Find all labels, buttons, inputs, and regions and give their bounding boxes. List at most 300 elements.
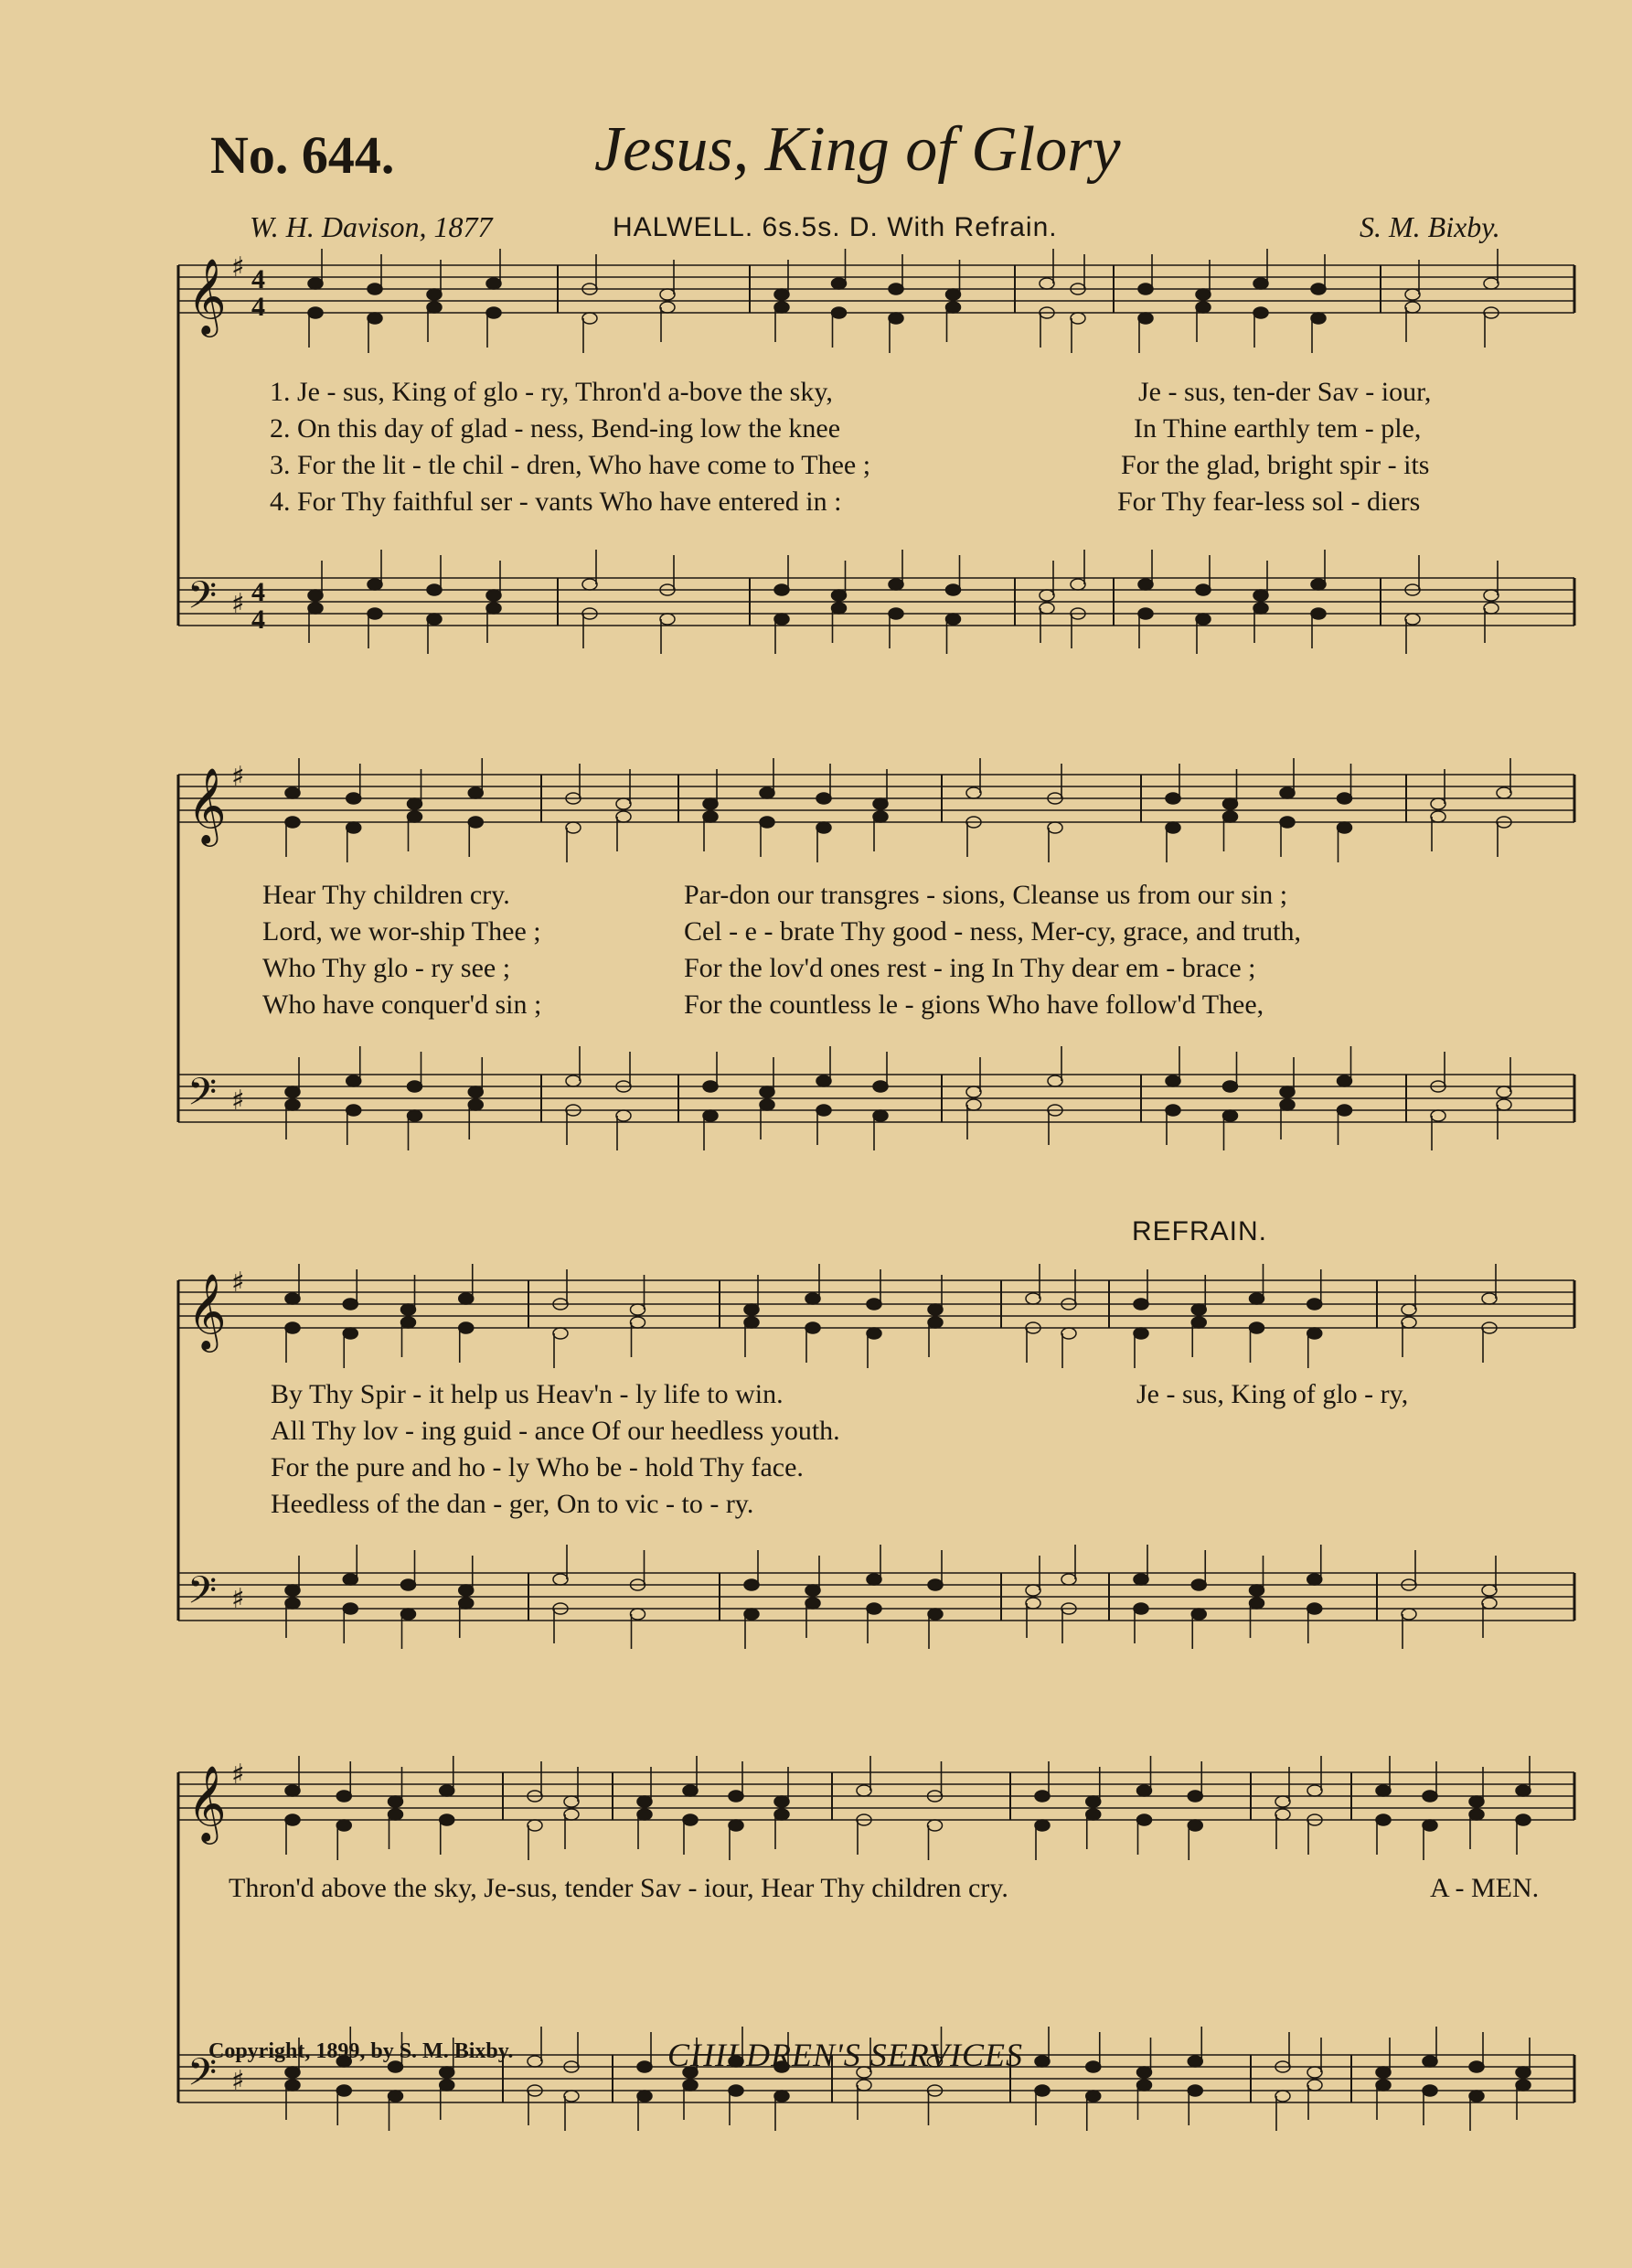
time-signature-top: 4 [251,264,265,294]
note-head [468,1099,483,1110]
note-head [760,787,774,798]
note-head [285,1322,300,1333]
lyric-line: Cel - e - brate Thy good - ness, Mer-cy, grace, and truth, [684,916,1301,947]
note-head [805,1585,820,1596]
note-head [660,289,675,300]
note-head [1338,1075,1352,1086]
note-head [1423,1791,1437,1802]
note-head [729,1791,743,1802]
note-head [1040,603,1054,614]
note-head [1086,1796,1101,1807]
key-signature-sharp: ♯ [231,1267,245,1299]
note-head [566,822,581,833]
note-head [528,1820,542,1831]
note-head [1469,2061,1484,2072]
note-head [1311,313,1326,324]
note-head [486,307,501,318]
section-title: CHILDREN'S SERVICES [667,2037,1024,2073]
note-head [1431,811,1445,822]
time-signature-bottom: 4 [251,292,265,322]
lyric-line: In Thine earthly tem - ple, [1134,413,1422,444]
key-signature-sharp: ♯ [231,588,245,620]
note-head [1307,1299,1322,1310]
note-head [440,2067,454,2078]
note-head [582,579,597,590]
note-head [867,1603,881,1614]
note-head [1338,822,1352,833]
note-head [703,798,718,809]
note-head [928,1317,943,1328]
note-head [427,614,442,625]
note-head [1166,822,1180,833]
note-head [889,313,903,324]
note-head [1516,1814,1531,1825]
note-head [774,614,789,625]
note-head [1191,1304,1206,1315]
note-head [760,817,774,828]
note-head [347,1105,361,1116]
note-head [1280,817,1295,828]
bass-clef: 𝄢 [187,573,218,626]
note-head [1482,1598,1497,1609]
note-head [1402,1304,1416,1315]
note-head [946,289,961,300]
note-head [760,1086,774,1097]
note-head [368,313,382,324]
note-head [1138,284,1153,294]
note-head [928,1579,943,1590]
note-head [401,1579,416,1590]
time-signature-top: 4 [251,577,265,607]
note-head [832,278,847,289]
note-head [1166,793,1180,804]
note-head [468,817,483,828]
lyric-line: For the pure and ho - ly Who be - hold Thy face. [271,1452,804,1482]
note-head [336,1820,351,1831]
note-head [308,307,323,318]
note-head [1250,1293,1264,1304]
note-head [946,614,961,625]
note-head [1188,2085,1202,2096]
note-head [774,1796,789,1807]
note-head [1275,2091,1290,2102]
note-head [1196,302,1211,313]
lyric-line: All Thy lov - ing guid - ance Of our heedless youth. [271,1416,840,1446]
note-head [285,1785,300,1796]
lyric-line: Je - sus, ten-der Sav - iour, [1138,377,1432,407]
note-head [1469,1796,1484,1807]
note-head [616,811,631,822]
note-head [1166,1075,1180,1086]
note-head [1035,2085,1050,2096]
lyric-line: By Thy Spir - it help us Heav'n - ly life to win. [271,1379,784,1409]
note-head [459,1585,474,1596]
note-head [440,1785,454,1796]
note-head [744,1609,759,1620]
note-head [389,1809,403,1820]
note-head [401,1609,416,1620]
lyric-line: For the lov'd ones rest - ing In Thy dear em - brace ; [684,953,1256,983]
note-head [889,579,903,590]
note-head [566,1075,581,1086]
bass-clef: 𝄢 [187,2050,218,2103]
note-head [1086,2061,1101,2072]
lyric-line: Par-don our transgres - sions, Cleanse us from our sin ; [684,880,1288,910]
note-head [1253,603,1268,614]
note-head [774,302,789,313]
note-head [1423,2085,1437,2096]
note-head [774,584,789,595]
note-head [637,1809,652,1820]
note-head [1402,1317,1416,1328]
note-head [1497,1099,1511,1110]
note-head [832,307,847,318]
note-head [1469,2091,1484,2102]
bass-clef: 𝄢 [187,1070,218,1123]
lyric-line: For the countless le - gions Who have follow'd Thee, [684,990,1264,1020]
note-head [1137,1814,1152,1825]
lyric-line: For the glad, bright spir - its [1121,450,1430,480]
key-signature-sharp: ♯ [231,761,245,793]
note-head [1137,2080,1152,2091]
note-head [1405,302,1420,313]
note-head [1223,798,1238,809]
note-head [285,1086,300,1097]
note-head [1166,1105,1180,1116]
hymn-author: W. H. Davison, 1877 [250,210,493,243]
note-head [1497,787,1511,798]
note-head [1307,1574,1322,1585]
note-head [408,798,422,809]
key-signature-sharp: ♯ [231,251,245,284]
note-head [440,1814,454,1825]
lyric-line: Heedless of the dan - ger, On to vic - to - ry. [271,1489,754,1519]
note-head [582,313,597,324]
note-head [1086,1809,1101,1820]
note-head [427,302,442,313]
note-head [1253,307,1268,318]
note-head [1026,1598,1040,1609]
note-head [459,1598,474,1609]
note-head [486,278,501,289]
note-head [631,1317,645,1328]
note-head [966,1099,981,1110]
note-head [966,1086,981,1097]
note-head [1134,1574,1148,1585]
note-head [1196,289,1211,300]
note-head [744,1579,759,1590]
note-head [816,793,831,804]
note-head [389,1796,403,1807]
note-head [1311,579,1326,590]
note-head [1307,2067,1322,2078]
note-head [308,278,323,289]
note-head [1516,2067,1531,2078]
note-head [1061,1328,1076,1339]
note-head [857,2080,871,2091]
note-head [285,1598,300,1609]
note-head [347,793,361,804]
note-head [408,1110,422,1121]
note-head [889,284,903,294]
note-head [867,1299,881,1310]
note-head [744,1304,759,1315]
note-head [928,1820,943,1831]
note-head [285,2080,300,2091]
bass-clef: 𝄢 [187,1568,218,1621]
note-head [336,1791,351,1802]
note-head [486,590,501,601]
note-head [1516,2080,1531,2091]
note-head [1307,1603,1322,1614]
note-head [1253,278,1268,289]
note-head [1405,614,1420,625]
note-head [1497,1086,1511,1097]
note-head [468,1086,483,1097]
key-signature-sharp: ♯ [231,1759,245,1791]
note-head [703,811,718,822]
note-head [873,1110,888,1121]
note-head [1431,1110,1445,1121]
hymn-number: No. 644. [210,125,395,185]
lyric-line: Hear Thy children cry. [262,880,510,910]
hymn-composer: S. M. Bixby. [1360,210,1500,243]
note-head [1061,1574,1076,1585]
note-head [347,822,361,833]
note-head [1311,608,1326,619]
note-head [1071,579,1085,590]
note-head [308,603,323,614]
note-head [744,1317,759,1328]
note-head [805,1293,820,1304]
note-head [1223,1110,1238,1121]
note-head [1040,278,1054,289]
note-head [1040,590,1054,601]
note-head [528,2056,542,2067]
note-head [1223,811,1238,822]
key-signature-sharp: ♯ [231,1085,245,1117]
note-head [1048,822,1062,833]
note-head [631,1304,645,1315]
note-head [1250,1598,1264,1609]
key-signature-sharp: ♯ [231,1583,245,1615]
note-head [459,1322,474,1333]
note-head [1026,1585,1040,1596]
note-head [368,284,382,294]
key-signature-sharp: ♯ [231,2065,245,2097]
note-head [946,584,961,595]
note-head [1376,2067,1391,2078]
lyric-line: Who have conquer'd sin ; [262,990,542,1020]
note-head [1280,1086,1295,1097]
note-head [928,1609,943,1620]
note-head [1423,1820,1437,1831]
lyric-line: 2. On this day of glad - ness, Bend-ing low the knee [270,413,841,444]
note-head [637,1796,652,1807]
note-head [1275,1796,1290,1807]
note-head [1035,1820,1050,1831]
note-head [616,798,631,809]
note-head [1376,2080,1391,2091]
note-head [1191,1317,1206,1328]
note-head [1071,313,1085,324]
note-head [285,817,300,828]
note-head [1275,1809,1290,1820]
note-head [1376,1814,1391,1825]
note-head [1516,1785,1531,1796]
note-head [637,2061,652,2072]
note-head [729,2085,743,2096]
note-head [336,2085,351,2096]
note-head [816,1075,831,1086]
lyric-line: Lord, we wor-ship Thee ; [262,916,541,947]
note-head [347,1075,361,1086]
note-head [459,1293,474,1304]
note-head [285,1099,300,1110]
treble-clef: 𝄞 [187,257,227,334]
note-head [1431,798,1445,809]
note-head [1188,1820,1202,1831]
note-head [440,2080,454,2091]
note-head [867,1328,881,1339]
note-head [564,2091,579,2102]
tune-name: HALWELL. 6s.5s. D. With Refrain. [613,212,1058,242]
note-head [1280,787,1295,798]
note-head [857,1785,871,1796]
note-head [468,787,483,798]
note-head [553,1328,568,1339]
note-head [427,584,442,595]
lyric-line: A - MEN. [1430,1873,1540,1903]
note-head [1482,1293,1497,1304]
note-head [1191,1609,1206,1620]
note-head [873,1081,888,1092]
note-head [389,2091,403,2102]
note-head [774,289,789,300]
note-head [368,608,382,619]
note-head [285,787,300,798]
note-head [401,1304,416,1315]
note-head [873,811,888,822]
note-head [1134,1328,1148,1339]
note-head [285,1293,300,1304]
note-head [343,1603,357,1614]
treble-clef: 𝄞 [187,1272,227,1349]
note-head [1223,1081,1238,1092]
note-head [1307,2080,1322,2091]
note-head [616,1110,631,1121]
note-head [889,608,903,619]
note-head [805,1598,820,1609]
note-head [946,302,961,313]
lyric-line: 3. For the lit - tle chil - dren, Who have come to Thee ; [270,450,871,480]
note-head [1484,603,1499,614]
note-head [368,579,382,590]
refrain-label: REFRAIN. [1132,1216,1268,1246]
lyric-line: For Thy fear-less sol - diers [1117,487,1421,517]
note-head [683,1785,698,1796]
note-head [408,1081,422,1092]
note-head [873,798,888,809]
note-head [660,614,675,625]
note-head [1138,579,1153,590]
note-head [1376,1785,1391,1796]
note-head [1423,2056,1437,2067]
note-head [427,289,442,300]
note-head [1138,608,1153,619]
note-head [1191,1579,1206,1590]
note-head [631,1609,645,1620]
note-head [1311,284,1326,294]
treble-clef: 𝄞 [187,1764,227,1841]
lyric-line: Thron'd above the sky, Je-sus, tender Sav - iour, Hear Thy children cry. [229,1873,1008,1903]
note-head [683,2080,698,2091]
note-head [1250,1322,1264,1333]
note-head [683,1814,698,1825]
note-head [343,1299,357,1310]
note-head [703,1081,718,1092]
note-head [1338,1105,1352,1116]
note-head [1188,1791,1202,1802]
note-head [816,1105,831,1116]
treble-clef: 𝄞 [187,766,227,843]
note-head [703,1110,718,1121]
note-head [832,590,847,601]
note-head [564,1796,579,1807]
note-head [285,2067,300,2078]
note-head [1026,1293,1040,1304]
lyric-line: Je - sus, King of glo - ry, [1136,1379,1409,1409]
note-head [1137,1785,1152,1796]
note-head [774,2091,789,2102]
note-head [1137,2067,1152,2078]
note-head [966,787,981,798]
note-head [729,1820,743,1831]
note-head [1134,1299,1148,1310]
note-head [285,1585,300,1596]
note-head [343,1328,357,1339]
note-head [832,603,847,614]
note-head [660,302,675,313]
note-head [867,1574,881,1585]
note-head [1035,1791,1050,1802]
lyric-line: 1. Je - sus, King of glo - ry, Thron'd a-bove the sky, [270,377,833,407]
time-signature-bottom: 4 [251,604,265,635]
note-head [1482,1585,1497,1596]
note-head [1280,1099,1295,1110]
note-head [1338,793,1352,804]
note-head [1196,614,1211,625]
note-head [285,1814,300,1825]
copyright-notice: Copyright, 1899, by S. M. Bixby. [208,2039,514,2063]
note-head [1134,1603,1148,1614]
note-head [774,1809,789,1820]
note-head [308,590,323,601]
note-head [1253,590,1268,601]
note-head [1035,2056,1050,2067]
note-head [760,1099,774,1110]
note-head [1250,1585,1264,1596]
note-head [1484,590,1499,601]
note-head [1188,2056,1202,2067]
note-head [637,2091,652,2102]
note-head [564,1809,579,1820]
note-head [1484,278,1499,289]
note-head [805,1322,820,1333]
note-head [408,811,422,822]
note-head [401,1317,416,1328]
note-head [553,1574,568,1585]
